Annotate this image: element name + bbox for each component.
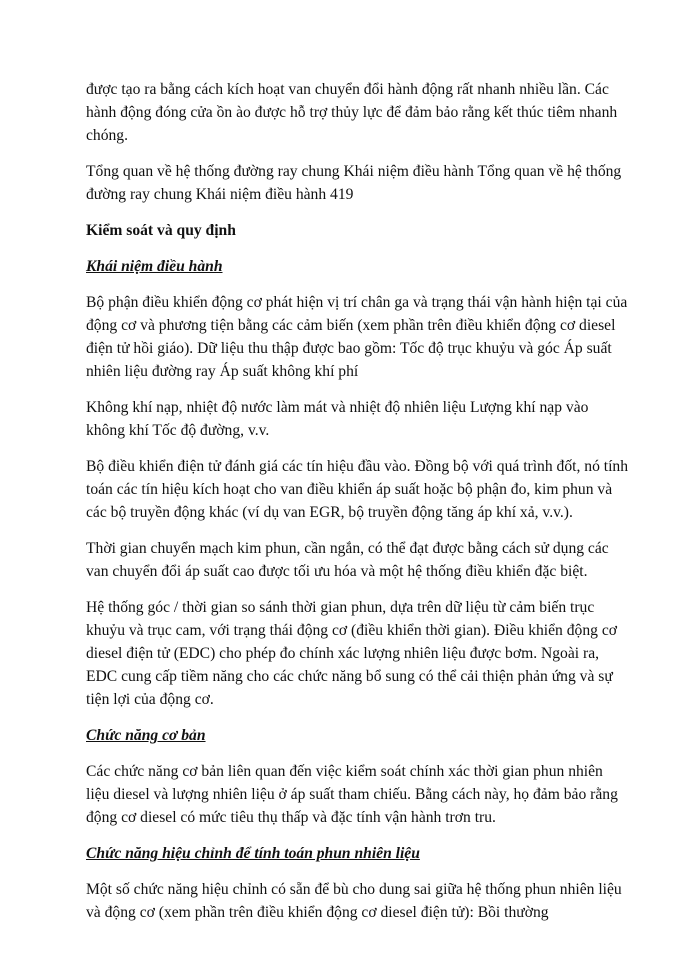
paragraph-angle-time: Hệ thống góc / thời gian so sánh thời gian phun, dựa trên dữ liệu từ cảm biến trục khuỷu và trục cam, với trạng thái động cơ (điều khiển thời gian). Điều khiển động cơ diesel điện tử (EDC) cho phép đo chính xác lượng nhiên liệu được bơm. Ngoài ra, EDC cung cấp tiềm năng cho các chức năng bổ sung có thể cải thiện phản ứng và sự tiện lợi của động cơ. [86,599,617,708]
paragraph-ecu: Bộ điều khiển điện tử đánh giá các tín hiệu đầu vào. Đồng bộ với quá trình đốt, nó tính toán các tín hiệu kích hoạt cho van điều khiển áp suất hoặc bộ phận đo, kim phun và các bộ truyền động khác (ví dụ van EGR, bộ truyền động tăng áp khí xả, v.v.). [86,458,629,521]
heading-basic-functions: Chức năng cơ bản [86,727,206,744]
heading-correction-functions: Chức năng hiệu chỉnh để tính toán phun nhiên liệu [86,845,420,862]
heading-operating-concept: Khái niệm điều hành [86,258,223,275]
heading-control-regulation: Kiểm soát và quy định [86,222,236,239]
paragraph-basic-functions: Các chức năng cơ bản liên quan đến việc kiểm soát chính xác thời gian phun nhiên liệu diesel và lượng nhiên liệu ở áp suất tham chiếu. Bằng cách này, họ đảm bảo rằng động cơ diesel có mức tiêu thụ thấp và đặc tính vận hành trơn tru. [86,763,618,826]
paragraph-intake-air: Không khí nạp, nhiệt độ nước làm mát và nhiệt độ nhiên liệu Lượng khí nạp vào không khí Tốc độ đường, v.v. [86,399,589,439]
paragraph-continuation: được tạo ra bằng cách kích hoạt van chuyển đổi hành động rất nhanh nhiều lần. Các hành động đóng cửa ồn ào được hỗ trợ thủy lực để đảm bảo rằng kết thúc tiêm nhanh chóng. [86,81,618,144]
paragraph-switching-time: Thời gian chuyển mạch kim phun, cần ngắn, có thể đạt được bằng cách sử dụng các van chuyển đổi áp suất cao được tối ưu hóa và một hệ thống điều khiển đặc biệt. [86,540,609,580]
paragraph-sensors: Bộ phận điều khiển động cơ phát hiện vị trí chân ga và trạng thái vận hành hiện tại của động cơ và phương tiện bằng các cảm biến (xem phần trên điều khiển động cơ diesel điện tử hồi giáo). Dữ liệu thu thập được bao gồm: Tốc độ trục khuỷu và góc Áp suất nhiên liệu đường ray Áp suất không khí phí [86,294,628,380]
paragraph-correction-functions: Một số chức năng hiệu chỉnh có sẵn để bù cho dung sai giữa hệ thống phun nhiên liệu và động cơ (xem phần trên điều khiển động cơ diesel điện tử): Bồi thường [86,881,622,921]
paragraph-overview: Tổng quan về hệ thống đường ray chung Khái niệm điều hành Tổng quan về hệ thống đường ray chung Khái niệm điều hành 419 [86,163,622,203]
